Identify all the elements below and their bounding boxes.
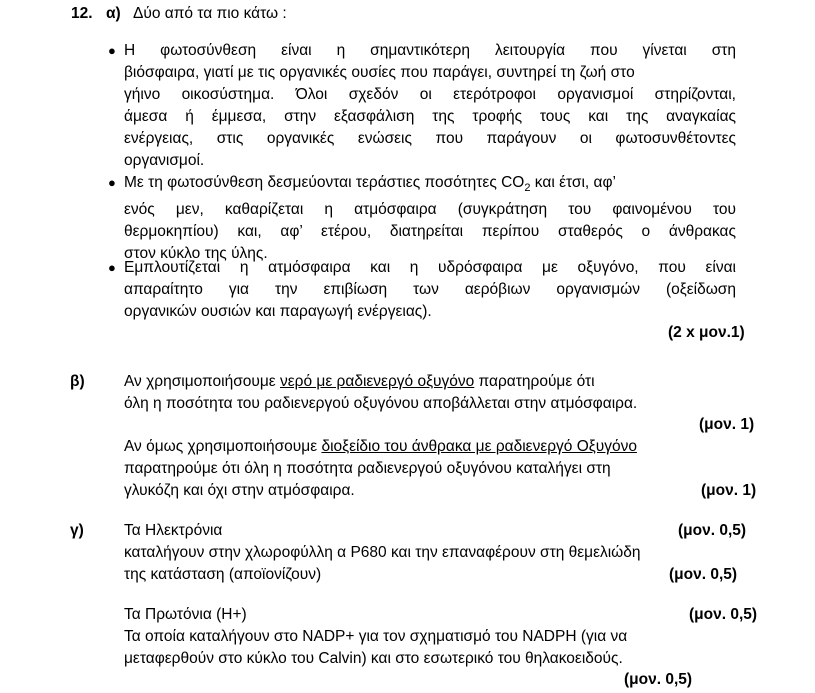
bullet-2	[124, 172, 736, 265]
text-line: βιόσφαιρα, γιατί με τις οργανικές ουσίες που παράγει, συντηρεί τη ζωή στο	[124, 64, 635, 81]
part-b-marks-1: (μον. 1)	[699, 416, 755, 433]
part-b-line-2: όλη η ποσότητα του ραδιενεργού οξυγόνου αποβάλλεται στην ατμόσφαιρα.	[124, 395, 638, 412]
text-line: Η φωτοσύνθεση είναι η σημαντικότερη λειτουργία που γίνεται στη	[124, 42, 736, 59]
protons-marks-1: (μον. 0,5)	[689, 606, 758, 623]
part-c-label: γ)	[70, 522, 84, 539]
part-a-label: α)	[106, 5, 121, 22]
question-number: 12.	[71, 5, 93, 22]
text-fragment: παρατηρούμε ότι	[474, 373, 595, 390]
part-b-line-3	[124, 436, 637, 458]
protons-title: Τα Πρωτόνια (Η+)	[124, 606, 247, 623]
underlined-phrase: νερό με ραδιενεργό οξυγόνο	[280, 373, 475, 390]
protons-line-2: Τα οποία καταλήγουν στο NADP+ για τον σχηματισμό του NADPH (για να	[124, 628, 628, 645]
text-line	[124, 172, 736, 199]
protons-marks-2: (μον. 0,5)	[624, 671, 693, 688]
part-b-line-1	[124, 371, 595, 393]
part-b-line-5: γλυκόζη και όχι στην ατμόσφαιρα.	[124, 482, 355, 499]
text-line: ενός μεν, καθαρίζεται η ατμόσφαιρα (συγκράτηση του φαινομένου του	[124, 201, 736, 219]
text-line: οργανικών ουσιών και παραγωγή ενέργειας).	[124, 303, 432, 320]
protons-line-3: μεταφερθούν στο κύκλο του Calvin) και στο εσωτερικό του θηλακοειδούς.	[124, 650, 623, 667]
part-b-marks-2: (μον. 1)	[701, 482, 757, 499]
part-a-intro: Δύο από τα πιο κάτω :	[133, 5, 287, 22]
electrons-line-2: καταλήγουν στην χλωροφύλλη α P680 και την επαναφέρουν στη θεμελιώδη	[124, 544, 641, 561]
electrons-marks-1: (μον. 0,5)	[678, 522, 747, 539]
text-fragment: Αν όμως χρησιμοποιήσουμε	[124, 438, 322, 455]
text-line: απαραίτητο για την επιβίωση των αερόβιων οργανισμών (οξείδωση	[124, 281, 736, 298]
co2-text: Με τη φωτοσύνθεση δεσμεύονται τεράστιες ποσότητες CO	[124, 174, 525, 191]
electrons-marks-2: (μον. 0,5)	[669, 566, 738, 583]
bullet-marker: ●	[108, 175, 116, 190]
text-fragment: Αν χρησιμοποιήσουμε	[124, 373, 280, 390]
text-line: γήινο οικοσύστημα. Όλοι σχεδόν οι ετερότροφοι οργανισμοί στηρίζονται,	[124, 86, 736, 103]
text-line: Εμπλουτίζεται η ατμόσφαιρα και η υδρόσφαιρα με οξυγόνο, που είναι	[124, 259, 736, 276]
text-fragment: και έτσι, αφ’	[530, 174, 616, 191]
text-line: ενέργειας, στις οργανικές ενώσεις που παράγουν οι φωτοσυνθέτοντες	[124, 130, 736, 147]
text-line: άμεσα ή έμμεσα, στην εξασφάλιση της τροφής τους και της αναγκαίας	[124, 108, 736, 125]
text-line: οργανισμοί.	[124, 152, 205, 169]
part-b-label: β)	[70, 373, 85, 390]
text-line: στον κύκλο της ύλης.	[124, 245, 268, 263]
bullet-marker: ●	[108, 43, 116, 58]
bullet-3	[124, 257, 736, 323]
electrons-line-3: της κατάσταση (αποϊονίζουν)	[124, 566, 322, 583]
part-a-marks: (2 x μον.1)	[668, 324, 745, 341]
bullet-1	[124, 40, 736, 172]
electrons-title: Τα Ηλεκτρόνια	[124, 522, 223, 539]
co2-subscript: 2	[524, 182, 531, 195]
part-b-line-4: παρατηρούμε ότι όλη η ποσότητα ραδιενεργού οξυγόνου καταλήγει στη	[124, 460, 611, 477]
underlined-phrase: διοξείδιο του άνθρακα με ραδιενεργό Οξυγόνο	[321, 438, 637, 455]
bullet-marker: ●	[108, 260, 116, 275]
text-line: θερμοκηπίου) και, αφ’ ετέρου, διατηρείται περίπου σταθερός ο άνθρακας	[124, 223, 736, 241]
